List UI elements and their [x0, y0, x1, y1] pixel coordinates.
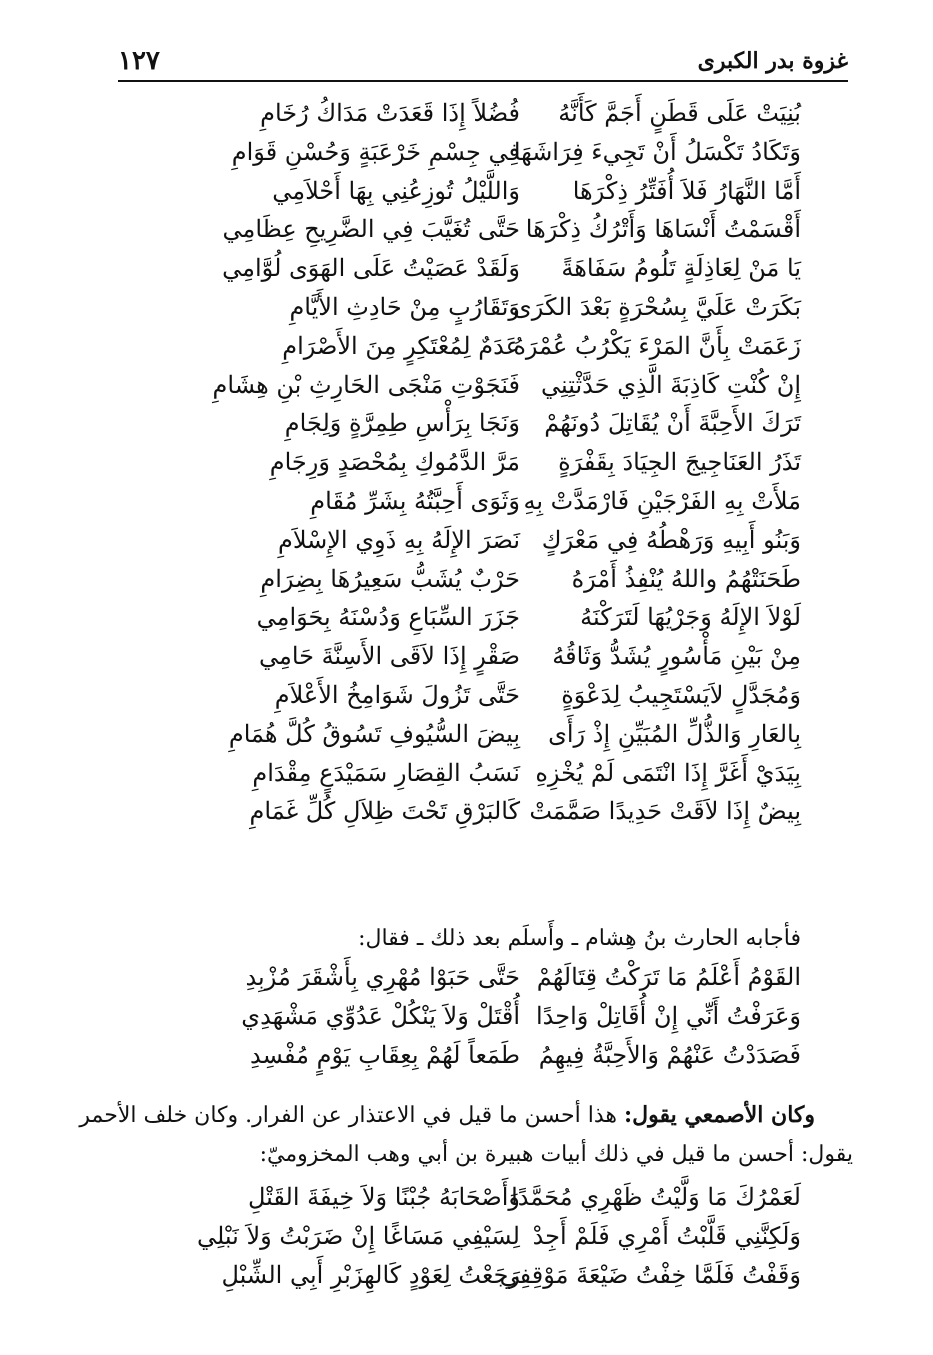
first-hemistich: وَبَنُو أَبِيهِ وَرَهْطُهُ فِي مَعْرَكٍ [541, 525, 801, 554]
first-hemistich: بَكَرَتْ عَلَيَّ بِسُحْرَةٍ بَعْدَ الكَرَى [512, 292, 801, 321]
first-hemistich: بِالعَارِ وَالذُّلِّ المُبَيِّنِ إِذْ رَأَى [548, 719, 801, 748]
poem-second [0, 958, 933, 1074]
verse [0, 288, 933, 327]
second-hemistich: لِسَيْفِي مَسَاغًا إِنْ ضَرَبْتُ وَلاَ نَبْلِي [196, 1221, 520, 1250]
second-hemistich: مَرَّ الدَّمُوكِ بِمُحْصَدٍ وَرِجَامِ [269, 448, 520, 477]
first-hemistich: طَحَنَتْهُمُ واللهُ يُنْفِذُ أَمْرَهُ [571, 564, 801, 593]
second-hemistich: وَاللَّيْلُ تُوزِعُنِي بِهَا أَحْلاَمِي [272, 176, 520, 205]
prose-asmai-line1 [79, 1096, 815, 1135]
second-hemistich: فُضُلاً إِذَا قَعَدَتْ مَدَاكُ رُخَامِ [260, 99, 520, 127]
second-hemistich: فِي جِسْمِ خَرْعَبَةٍ وَحُسْنِ قَوَامِ [231, 137, 520, 166]
second-hemistich: حَتَّى تَزُولَ شَوَامِخُ الأَعْلاَمِ [274, 680, 520, 709]
verse [0, 521, 933, 560]
first-hemistich: وَمُجَدَّلٍ لاَيَسْتَجِيبُ لِدَعْوَةٍ [561, 680, 801, 709]
verse [0, 1217, 933, 1256]
verse [0, 676, 933, 715]
second-hemistich: بِيضَ السُّيُوفِ تَسُوقُ كُلَّ هُمَامِ [228, 719, 520, 748]
first-hemistich: فَصَدَدْتُ عَنْهُمْ وَالأَحِبَّةُ فِيهِمُ [538, 1040, 801, 1069]
verse [0, 997, 933, 1036]
first-hemistich: تَرَكَ الأَحِبَّةَ أَنْ يُقَاتِلَ دُونَهُمْ [544, 409, 801, 438]
verse [0, 366, 933, 405]
prose-line1-rest: هذا أحسن ما قيل في الاعتذار عن الفرار. وكان خلف الأحمر [79, 1103, 624, 1128]
first-hemistich: أَقْسَمْتُ أَنْسَاهَا وَأَتْرُكُ ذِكْرَهَا [525, 215, 801, 244]
first-hemistich: مِنْ بَيْنِ مَأْسُورٍ يُشَدُّ وَثَاقُهُ [552, 642, 801, 671]
first-hemistich: بِيضٌ إِذَا لاَقَتْ حَدِيدًا صَمَّمَتْ [529, 797, 801, 826]
prose-bold-lead: وكان الأصمعي يقول: [623, 1102, 815, 1128]
first-hemistich: أَمَّا النَّهَارُ فَلاَ أُفَتِّرُ ذِكْرَهَا [572, 176, 801, 205]
first-hemistich: زَعَمَتْ بِأَنَّ المَرْءَ يَكْرُبُ عُمْرَهُ [513, 331, 801, 360]
second-hemistich: طَمَعاً لَهُمْ بِعِقَابِ يَوْمٍ مُفْسِدِ [250, 1040, 520, 1069]
page-number: ١٢٧ [118, 46, 160, 76]
first-hemistich: يَا مَنْ لِعَاذِلَةٍ تَلُومُ سَفَاهَةً [561, 254, 801, 283]
running-title: غزوة بدر الكبرى [697, 48, 848, 74]
second-hemistich: وَأَصْحَابَهُ جُبْنًا وَلاَ خِيفَةَ القَتْلِ [247, 1183, 520, 1211]
verse [0, 715, 933, 754]
verse [0, 598, 933, 637]
first-hemistich: القَوْمُ أَعْلَمُ مَا تَرَكْتُ قِتَالَهُمْ [536, 963, 801, 991]
verse [0, 482, 933, 521]
prose-asmai-line2: يقول: أحسن ما قيل في ذلك أبيات هبيرة بن أبي وهب المخزوميّ: [259, 1142, 853, 1167]
second-hemistich: وَتَقَارُبٍ مِنْ حَادِثِ الأَيَّامِ [289, 292, 520, 321]
second-hemistich: وَثَوَى أَحِبَّتُهُ بِشَرِّ مُقَامِ [310, 486, 520, 515]
second-hemistich: نَسَبُ القِصَارِ سَمَيْدَعٍ مِقْدَامِ [252, 758, 520, 787]
first-hemistich: مَلأَتْ بِهِ الفَرْجَيْنِ فَارْمَدَّتْ بِهِ [523, 486, 801, 515]
verse [0, 133, 933, 172]
second-hemistich: وَنَجَا بِرَأْسِ طِمِرَّةٍ وَلِجَامِ [284, 409, 520, 438]
first-hemistich: وَلَكِنَّنِي قَلَّبْتُ أَمْرِي فَلَمْ أَجِدْ [532, 1221, 801, 1250]
first-hemistich: لَوْلاَ الإِلَهُ وَجَرْيُهَا لَتَرَكْنَهُ [580, 603, 801, 632]
verse [0, 958, 933, 997]
page-header [118, 44, 848, 82]
second-hemistich: صَقْرٍ إِذَا لاَقَى الأَسِنَّةَ حَامِي [258, 642, 520, 671]
verse [0, 792, 933, 831]
prose-reply-intro: فأجابه الحارث بنُ هِشام ـ وأَسلَم بعد ذلك ـ فقال: [358, 926, 801, 951]
verse [0, 1256, 933, 1295]
second-hemistich: حَتَّى حَبَوْا مُهْرِي بِأَشْقَرَ مُزْبِدِ [245, 963, 520, 991]
second-hemistich: وَلَقَدْ عَصَيْتُ عَلَى الهَوَى لُوَّامِي [222, 254, 520, 283]
verse [0, 172, 933, 211]
verse [0, 94, 933, 133]
verse [0, 637, 933, 676]
verse [0, 249, 933, 288]
second-hemistich: حَتَّى تُغَيَّبَ فِي الضَّرِيحِ عِظَامِي [222, 215, 520, 244]
first-hemistich: تَذَرُ العَنَاجِيجَ الجِيَادَ بِقَفْرَةٍ [558, 448, 801, 477]
verse [0, 754, 933, 793]
second-hemistich: عَدَمٌ لِمُعْتَكِرٍ مِنَ الأَصْرَامِ [282, 331, 520, 360]
second-hemistich: كَالبَرْقِ تَحْتَ ظِلاَلِ كُلِّ غَمَامِ [249, 797, 520, 826]
first-hemistich: لَعَمْرُكَ مَا وَلَّيْتُ ظَهْرِي مُحَمَّدًا [511, 1183, 801, 1211]
second-hemistich: رَجَعْتُ لِعَوْدٍ كَالهِزَبْرِ أَبِي الشِّبْلِ [221, 1260, 520, 1289]
first-hemistich: وَتَكَادُ تَكْسَلُ أَنْ تَجِيءَ فِرَاشَهَا [513, 137, 801, 166]
second-hemistich: فَنَجَوْتِ مَنْجَى الحَارِثِ بْنِ هِشَامِ [212, 370, 520, 399]
first-hemistich: بُنِيَتْ عَلَى قَطَنٍ أَجَمَّ كَأَنَّهُ [558, 99, 801, 127]
verse [0, 560, 933, 599]
second-hemistich: حَرْبٌ يُشَبُّ سَعِيرُهَا بِضِرَامِ [260, 564, 520, 593]
verse [0, 443, 933, 482]
second-hemistich: أُقْتَلْ وَلاَ يَنْكُلْ عَدُوِّي مَشْهَدِي [241, 1001, 520, 1030]
verse [0, 327, 933, 366]
verse [0, 1036, 933, 1075]
verse [0, 1178, 933, 1217]
poem-third [0, 1178, 933, 1294]
second-hemistich: جَزَرَ السِّبَاعِ وَدُسْنَهُ بِحَوَامِي [256, 603, 520, 632]
first-hemistich: بِيَدَيْ أَغَرَّ إِذَا انْتَمَى لَمْ يُخْزِهِ [535, 758, 801, 787]
verse [0, 210, 933, 249]
first-hemistich: إِنْ كُنْتِ كَاذِبَةَ الَّذِي حَدَّثْتِنِي [541, 370, 801, 399]
poem-first [0, 94, 933, 831]
second-hemistich: نَصَرَ الإِلَهُ بِهِ ذَوِي الإِسْلاَمِ [277, 525, 520, 554]
first-hemistich: وَقَفْتُ فَلَمَّا خِفْتُ ضَيْعَةَ مَوْقِفِي [499, 1260, 801, 1289]
verse [0, 404, 933, 443]
first-hemistich: وَعَرَفْتُ أَنِّي إِنْ أُقَاتِلْ وَاحِدًا [535, 1001, 801, 1030]
